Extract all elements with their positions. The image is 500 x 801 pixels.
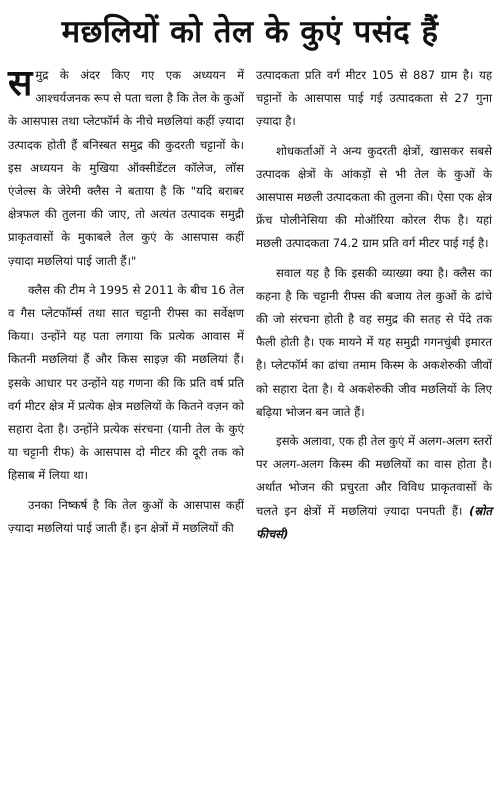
paragraph	[8, 64, 244, 273]
paragraph: सवाल यह है कि इसकी व्याख्या क्या है। क्लैस का कहना है कि चट्टानी रीफ्स की बजाय तेल कुओं के ढांचे की जो संरचना होती है वह समुद्र की सतह से पेंदे तक फैली होती है। एक मायने में यह समुद्री गगनचुंबी इमारत है। प्लेटफॉर्म का ढांचा तमाम किस्म के अकशेरुकी जीवों को सहारा देता है। ये अकशेरुकी जीव मछलियों के लिए बढ़िया भोजन बन जाते हैं।	[256, 265, 492, 419]
paragraph: शोधकर्ताओं ने अन्य कुदरती क्षेत्रों, खासकर सबसे उत्पादक क्षेत्रों के आंकड़ों से भी तेल के कुओं के आसपास मछली उत्पादकता की तुलना की। ऐसा एक क्षेत्र फ्रेंच पोलीनेसिया की मोऑरिया कोरल रीफ है। यहां मछली उत्पादकता 74.2 ग्राम प्रति वर्ग मीटर पाई गई है।	[256, 143, 492, 251]
paragraph: उनका निष्कर्ष है कि तेल कुओं के आसपास कहीं ज़्यादा मछलियां पाई जाती हैं। इन क्षेत्रों में मछलियों की	[8, 497, 244, 535]
paragraph-text: मुद्र के अंदर किए गए एक अध्ययन में आश्चर्यजनक रूप से पता चला है कि तेल के कुओं के आसपास तथा प्लेटफॉर्म के नीचे मछलियां कहीं ज़्यादा उत्पादक होती हैं बनिस्बत समुद्र की कुदरती चट्टानों के। इस अध्ययन के मुखिया ऑक्सीडेंटल कॉलेज, लॉस एंजेल्स के जेरेमी क्लैस ने बताया है कि "यदि बराबर क्षेत्रफल की तुलना की जाए, तो अत्यंत उत्पादक समुद्री प्राकृतवासों के मुकाबले तेल कुएं के आसपास कहीं ज़्यादा मछलियां पाई जाती हैं।"	[8, 68, 244, 268]
paragraph: क्लैस की टीम ने 1995 से 2011 के बीच 16 तेल व गैस प्लेटफॉर्म्स तथा सात चट्टानी रीफ्स का सर्वेक्षण किया। उन्होंने यह पता लगाया कि प्रत्येक आवास में कितनी मछलियां हैं और किस साइज़ की मछलियां हैं। इसके आधार पर उन्होंने यह गणना की कि प्रति वर्ष प्रति वर्ग मीटर क्षेत्र में प्रत्येक क्षेत्र मछलियों के कितने वज़न को सहारा देता है। उन्होंने प्रत्येक संरचना (यानी तेल के कुएं या चट्टानी रीफ) के आसपास दो मीटर की दूरी तक को हिसाब में लिया था।	[8, 282, 244, 483]
paragraph: उत्पादकता प्रति वर्ग मीटर 105 से 887 ग्राम है। यह चट्टानों के आसपास पाई गई उत्पादकता से 27 गुना ज़्यादा है।	[256, 68, 492, 129]
right-column	[256, 64, 492, 794]
paragraph	[256, 430, 492, 546]
drop-cap: स	[8, 63, 33, 104]
source-credit: (स्रोत फीचर्स)	[256, 503, 492, 541]
left-column	[8, 64, 244, 794]
headline: मछलियों को तेल के कुएं पसंद हैं	[61, 14, 439, 50]
article-columns	[8, 64, 492, 794]
paragraph-text: इसके अलावा, एक ही तेल कुएं में अलग-अलग स्तरों पर अलग-अलग किस्म की मछलियों का वास होता है। अर्थात भोजन की प्रचुरता और विविध प्राकृतवासों के चलते इन क्षेत्रों में मछलियां ज़्यादा पनपती हैं।	[256, 434, 492, 518]
